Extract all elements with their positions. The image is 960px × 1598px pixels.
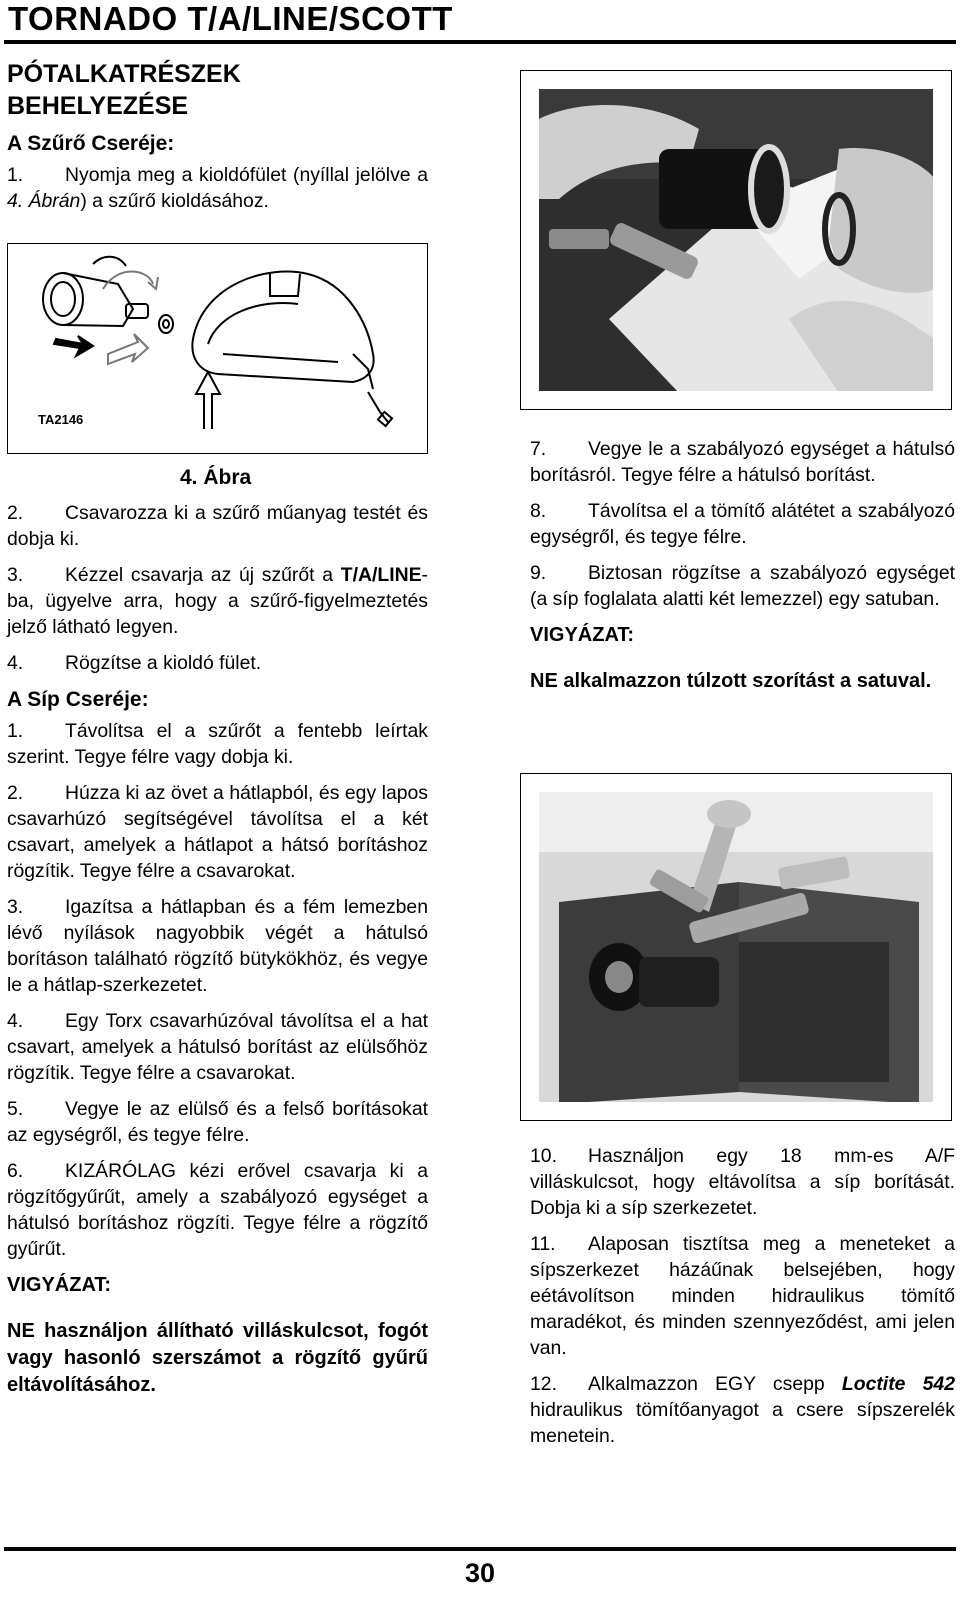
- photo-regulator-in-vise: [520, 773, 952, 1121]
- step-number: 8.: [530, 500, 547, 522]
- right-column-lower: [530, 1143, 955, 1459]
- left-column: [7, 58, 428, 224]
- page-number: 30: [464, 1558, 496, 1588]
- product-name: T/A/LINE: [340, 564, 422, 586]
- step-text: Csavarozza ki a szűrő műanyag testét és dobja ki.: [7, 502, 428, 550]
- step-number: 1.: [7, 164, 24, 186]
- step-text: Alkalmazzon EGY csepp: [588, 1373, 842, 1395]
- step-number: 3.: [7, 564, 24, 586]
- vise-photo: [539, 792, 933, 1102]
- step-text: Vegye le a szabályozó egységet a hátulsó borításról. Tegye félre a hátulsó borítást.: [530, 438, 955, 486]
- step-number: 6.: [7, 1160, 24, 1182]
- step-number: 7.: [530, 438, 547, 460]
- right-steps-list: [530, 436, 955, 612]
- step-number: 10.: [530, 1145, 557, 1167]
- step-text: Húzza ki az övet a hátlapból, és egy lapos csavarhúzó segítségével távolítsa el a két csavart, amelyek a hátlapot a hátsó borításhoz rögzítik. Tegye félre a csavarokat.: [7, 782, 428, 882]
- header-divider: [4, 40, 956, 44]
- step-number: 9.: [530, 562, 547, 584]
- whistle-step: [530, 1143, 955, 1221]
- photo-regulator-disassembly: [520, 70, 952, 410]
- whistle-step: [530, 560, 955, 612]
- step-text: KIZÁRÓLAG kézi erővel csavarja ki a rögzítőgyűrűt, amely a szabályozó egységet a hátulsó borításhoz rögzíti. Tegye félre a rögzítő gyűrűt.: [7, 1160, 428, 1260]
- step-number: 4.: [7, 1010, 24, 1032]
- step-number: 11.: [530, 1233, 556, 1255]
- step-number: 5.: [7, 1098, 24, 1120]
- whistle-step: [530, 1231, 955, 1361]
- step-number: 2.: [7, 782, 24, 804]
- step-text: Nyomja meg a kioldófület (nyíllal jelölve a: [65, 164, 428, 186]
- whistle-step: [530, 498, 955, 550]
- whistle-step: [7, 718, 428, 770]
- filter-subtitle: A Szűrő Cseréje:: [7, 132, 175, 155]
- whistle-step: [7, 1158, 428, 1262]
- figure-4-drawing: [7, 243, 428, 454]
- filter-step-3: [7, 562, 428, 640]
- steps-10-11-list: [530, 1143, 955, 1361]
- step-text: Vegye le az elülső és a felső borításokat az egységről, és tegye félre.: [7, 1098, 428, 1146]
- whistle-steps-list: [7, 718, 428, 1262]
- filter-step-1: [7, 162, 428, 214]
- step-text: Távolítsa el a szűrőt a fentebb leírtak szerint. Tegye félre vagy dobja ki.: [7, 720, 428, 768]
- warning-text: NE alkalmazzon túlzott szorítást a satuval.: [530, 670, 932, 692]
- step-text: Kézzel csavarja az új szűrőt a: [65, 564, 341, 586]
- figure-4-caption: 4. Ábra: [180, 466, 252, 489]
- filter-step-4: [7, 650, 428, 676]
- left-column-continued: [7, 500, 428, 1419]
- step-text: Távolítsa el a tömítő alátétet a szabályozó egységről, és tegye félre.: [530, 500, 955, 548]
- step-text: Alaposan tisztítsa meg a meneteket a sípszerkezet házáűnak belsejében, hogy eétávolítson minden hidraulikus tömítő maradékot, és minden szennyeződést, ami jelen van.: [530, 1233, 955, 1359]
- step-number: 1.: [7, 720, 24, 742]
- warning-title: VIGYÁZAT:: [530, 624, 635, 646]
- whistle-subtitle: A Síp Cseréje:: [7, 688, 149, 711]
- document-header-title: TORNADO T/A/LINE/SCOTT: [8, 0, 453, 37]
- right-column: [530, 436, 955, 715]
- figure-reference: 4. Ábrán: [7, 190, 81, 212]
- figure-code-label: TA2146: [38, 412, 84, 427]
- filter-step-2: [7, 500, 428, 552]
- section-title-line1: PÓTALKATRÉSZEK: [7, 60, 241, 88]
- step-number: 2.: [7, 502, 24, 524]
- product-name: Loctite 542: [841, 1373, 955, 1395]
- step-text: ) a szűrő kioldásához.: [80, 190, 269, 212]
- warning-text: NE használjon állítható villáskulcsot, fogót vagy hasonló szerszámot a rögzítő gyűrű eltávolításához.: [7, 1320, 428, 1396]
- step-text: Rögzítse a kioldó fület.: [65, 652, 262, 674]
- step-text: Egy Torx csavarhúzóval távolítsa el a hat csavart, amelyek a hátulsó borítást az elülsőhöz rögzítik. Tegye félre a csavarokat.: [7, 1010, 428, 1084]
- step-number: 3.: [7, 896, 24, 918]
- step-text: -ba, ügyelve arra, hogy a szűrő-figyelmeztetés jelző látható legyen.: [7, 564, 428, 638]
- step-number: 12.: [530, 1373, 557, 1395]
- step-text: Biztosan rögzítse a szabályozó egységet (a síp foglalata alatti két lemezzel) egy satuban.: [530, 562, 955, 610]
- regulator-photo: [539, 89, 933, 391]
- section-title-line2: BEHELYEZÉSE: [7, 92, 189, 120]
- step-number: 4.: [7, 652, 24, 674]
- step-text: Igazítsa a hátlapban és a fém lemezben lévő nyílások nagyobbik végét a hátulsó borításon található rögzítő bütykökhöz, és vegye le a hátlap-szerkezetet.: [7, 896, 428, 996]
- footer-divider: [4, 1547, 956, 1551]
- warning-title: VIGYÁZAT:: [7, 1274, 112, 1296]
- step-text: hidraulikus tömítőanyagot a csere sípszerelék menetein.: [530, 1399, 955, 1447]
- whistle-step: [7, 894, 428, 998]
- whistle-step: [7, 1096, 428, 1148]
- whistle-step: [7, 1008, 428, 1086]
- whistle-step: [7, 780, 428, 884]
- whistle-step: [530, 436, 955, 488]
- section-title: [7, 58, 428, 122]
- step-text: Használjon egy 18 mm-es A/F villáskulcsot, hogy eltávolítsa a síp borítását. Dobja ki a síp szerkezetet.: [530, 1145, 955, 1219]
- whistle-step-12: [530, 1371, 955, 1449]
